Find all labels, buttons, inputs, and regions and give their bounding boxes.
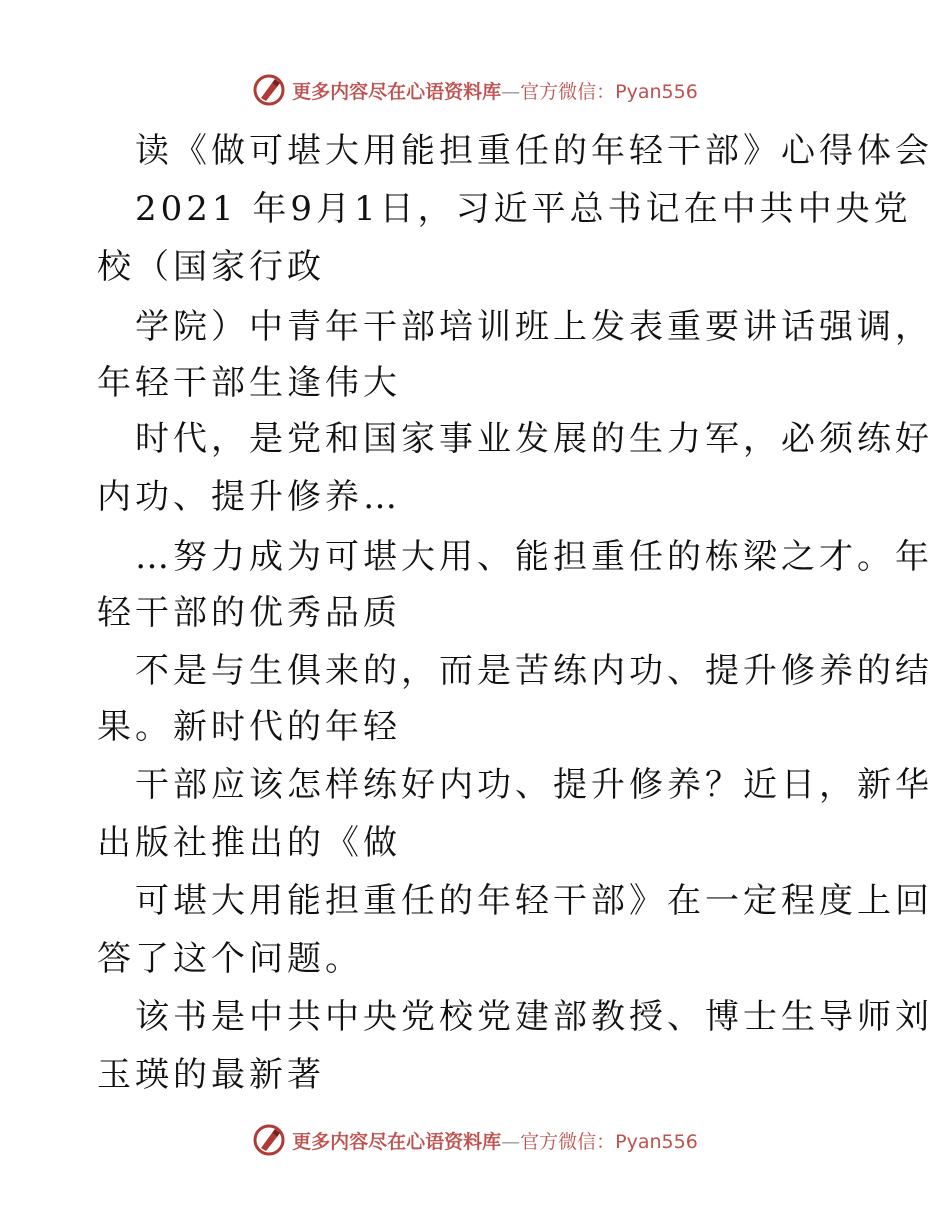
paragraph-line: …努力成为可堪大用、能担重任的栋梁之才。年 bbox=[135, 537, 933, 577]
paragraph-line: 内功、提升修养… bbox=[97, 477, 401, 517]
footer-watermark bbox=[0, 1120, 950, 1160]
paragraph-line: 该书是中共中央党校党建部教授、博士生导师刘 bbox=[135, 997, 933, 1037]
paragraph-line: 轻干部的优秀品质 bbox=[97, 593, 401, 633]
watermark-text bbox=[292, 1127, 698, 1154]
watermark-separator: — bbox=[501, 80, 521, 103]
watermark-separator: — bbox=[501, 1130, 521, 1153]
paragraph-line: 玉瑛的最新著 bbox=[97, 1055, 325, 1095]
paragraph-line: 校（国家行政 bbox=[97, 247, 325, 287]
pen-logo-icon bbox=[252, 73, 286, 107]
paragraph-line: 答了这个问题。 bbox=[97, 939, 363, 979]
paragraph-line: 年轻干部生逢伟大 bbox=[97, 363, 401, 403]
paragraph-line: 出版社推出的《做 bbox=[97, 823, 401, 863]
paragraph-line: 学院）中青年干部培训班上发表重要讲话强调， bbox=[135, 307, 933, 347]
paragraph-line: 果。新时代的年轻 bbox=[97, 707, 401, 747]
document-title: 读《做可堪大用能担重任的年轻干部》心得体会 bbox=[135, 131, 933, 171]
paragraph-line: 可堪大用能担重任的年轻干部》在一定程度上回 bbox=[135, 881, 933, 921]
header-watermark bbox=[0, 70, 950, 110]
pen-logo-icon bbox=[252, 1123, 286, 1157]
paragraph-line: 不是与生俱来的，而是苦练内功、提升修养的结 bbox=[135, 651, 933, 691]
watermark-side: 官方微信：Pyan556 bbox=[520, 80, 698, 103]
paragraph-line: 干部应该怎样练好内功、提升修养？近日，新华 bbox=[135, 765, 933, 805]
watermark-side: 官方微信：Pyan556 bbox=[520, 1130, 698, 1153]
watermark-text bbox=[292, 77, 698, 104]
paragraph-line: 时代，是党和国家事业发展的生力军，必须练好 bbox=[135, 419, 933, 459]
watermark-main: 更多内容尽在心语资料库 bbox=[292, 80, 502, 103]
paragraph-line: 2021 年9月1日，习近平总书记在中共中央党 bbox=[135, 189, 912, 229]
watermark-main: 更多内容尽在心语资料库 bbox=[292, 1130, 502, 1153]
